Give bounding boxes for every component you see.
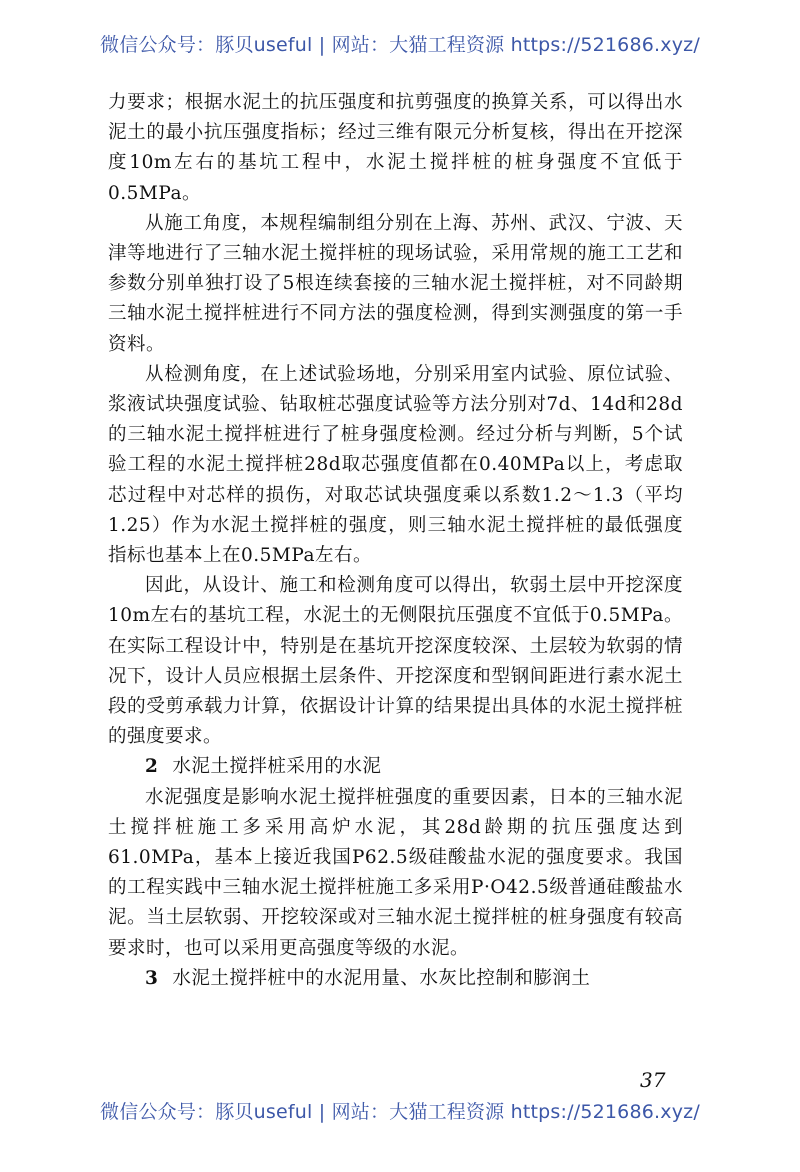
watermark-top: 微信公众号：豚贝useful | 网站：大猫工程资源 https://521686.xyz/ [100,34,700,56]
section-number-2: 2 [145,756,159,778]
paragraph-5: 水泥强度是影响水泥土搅拌桩强度的重要因素，日本的三轴水泥土搅拌桩施工多采用高炉水泥，其28d龄期的抗压强度达到61.0MPa，基本上接近我国P62.5级硅酸盐水泥的强度要求。我国的工程实践中三轴水泥土搅拌桩施工多采用P·O42.5级普通硅酸盐水泥。当土层软弱、开挖较深或对三轴水泥土搅拌桩的桩身强度有较高要求时，也可以采用更高强度等级的水泥。 [108,786,683,959]
section-title-2: 水泥土搅拌桩采用的水泥 [172,756,382,778]
section-number-3: 3 [145,967,159,989]
page-number: 37 [640,1068,666,1092]
paragraph-1: 力要求；根据水泥土的抗压强度和抗剪强度的换算关系，可以得出水泥土的最小抗压强度指标；经过三维有限元分析复核，得出在开挖深度10m左右的基坑工程中，水泥土搅拌桩的桩身强度不宜低于0.5MPa。 [108,92,683,204]
section-heading-2 [108,752,683,782]
page-body [108,88,683,994]
watermark-bottom: 微信公众号：豚贝useful | 网站：大猫工程资源 https://521686.xyz/ [100,1101,700,1123]
section-title-3: 水泥土搅拌桩中的水泥用量、水灰比控制和膨润土 [172,967,591,989]
paragraph-3: 从检测角度，在上述试验场地，分别采用室内试验、原位试验、浆液试块强度试验、钻取桩芯强度试验等方法分别对7d、14d和28d的三轴水泥土搅拌桩进行了桩身强度检测。经过分析与判断，5个试验工程的水泥土搅拌桩28d取芯强度值都在0.40MPa以上，考虑取芯过程中对芯样的损伤，对取芯试块强度乘以系数1.2～1.3（平均1.25）作为水泥土搅拌桩的强度，则三轴水泥土搅拌桩的最低强度指标也基本上在0.5MPa左右。 [108,363,683,567]
section-heading-3 [108,964,683,994]
paragraph-2: 从施工角度，本规程编制组分别在上海、苏州、武汉、宁波、天津等地进行了三轴水泥土搅拌桩的现场试验，采用常规的施工工艺和参数分别单独打设了5根连续套接的三轴水泥土搅拌桩，对不同龄期三轴水泥土搅拌桩进行不同方法的强度检测，得到实测强度的第一手资料。 [108,212,683,355]
paragraph-4: 因此，从设计、施工和检测角度可以得出，软弱土层中开挖深度10m左右的基坑工程，水泥土的无侧限抗压强度不宜低于0.5MPa。在实际工程设计中，特别是在基坑开挖深度较深、土层较为软弱的情况下，设计人员应根据土层条件、开挖深度和型钢间距进行素水泥土段的受剪承载力计算，依据设计计算的结果提出具体的水泥土搅拌桩的强度要求。 [108,575,683,748]
